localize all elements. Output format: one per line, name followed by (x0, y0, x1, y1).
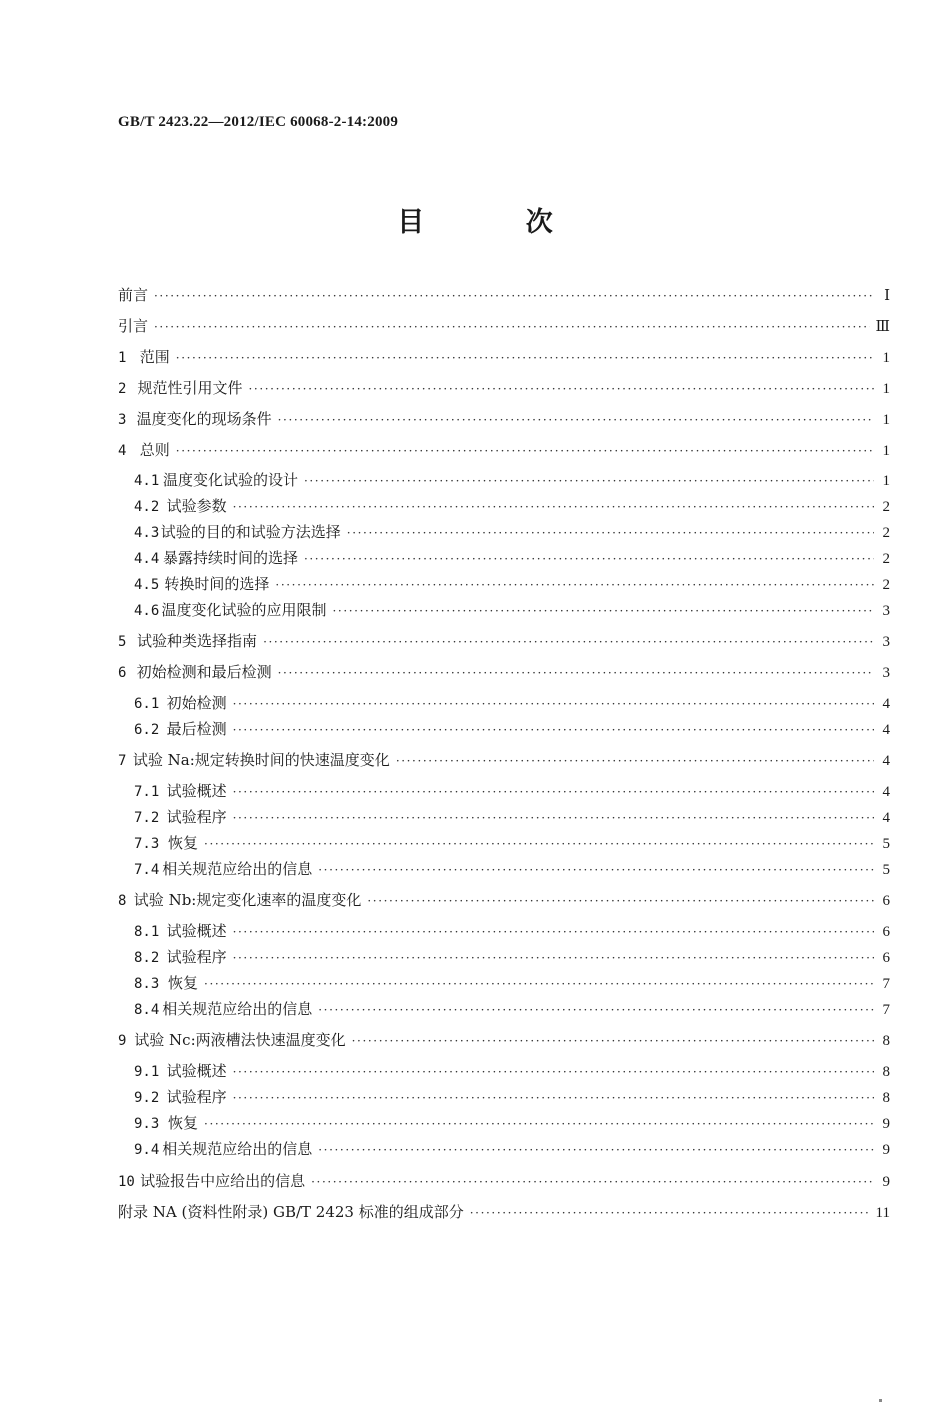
toc-entry-page-number: 4 (882, 753, 890, 769)
toc-entry-page-number: 9 (882, 1116, 890, 1132)
toc-entry-page-number: 7 (882, 1002, 890, 1018)
toc-entry[interactable] (118, 439, 890, 463)
toc-entry-label: 试验 Na:规定转换时间的快速温度变化 (132, 751, 390, 769)
toc-entry-page-number: 2 (882, 577, 890, 593)
toc-entry-label: 相关规范应给出的信息 (162, 860, 313, 878)
toc-entry-label: 试验概述 (166, 922, 227, 940)
toc-entry[interactable] (134, 573, 890, 597)
toc-entry-page-number: 8 (882, 1033, 890, 1049)
toc-entry-page-number: 2 (882, 551, 890, 567)
toc-entry[interactable] (134, 858, 890, 882)
toc-entry[interactable] (118, 315, 890, 339)
toc-entry-page-number: 2 (882, 499, 890, 515)
toc-entry-number: 7.3 (134, 836, 160, 852)
dot-leader (233, 811, 874, 825)
toc-entry-number: 4.4 (134, 551, 160, 567)
toc-entry[interactable] (118, 408, 890, 432)
toc-entry[interactable] (118, 1029, 890, 1053)
toc-entry-label: 引言 (118, 317, 149, 335)
dot-leader (204, 837, 874, 851)
toc-entry[interactable] (118, 630, 890, 654)
dot-leader (204, 1117, 874, 1131)
toc-entry[interactable] (134, 521, 890, 545)
toc-entry-page-number: 3 (882, 665, 890, 681)
toc-entry[interactable] (118, 284, 890, 308)
toc-entry-number: 8.2 (134, 950, 160, 966)
toc-entry-number: 9 (118, 1033, 127, 1049)
dot-leader (304, 552, 874, 566)
toc-entry-label: 相关规范应给出的信息 (162, 1140, 313, 1158)
toc-entry-page-number: Ⅰ (884, 288, 890, 304)
dot-leader (352, 1034, 874, 1048)
toc-entry-label: 温度变化的现场条件 (136, 410, 272, 428)
toc-entry-page-number: 6 (882, 924, 890, 940)
toc-entry[interactable] (118, 1201, 890, 1225)
toc-entry[interactable] (134, 495, 890, 519)
dot-leader (275, 578, 874, 592)
toc-entry-page-number: 1 (882, 350, 890, 366)
toc-entry-number: 8.1 (134, 924, 160, 940)
toc-entry[interactable] (134, 920, 890, 944)
toc-entry[interactable] (134, 972, 890, 996)
toc-entry-page-number: 4 (882, 696, 890, 712)
toc-entry-number: 1 (118, 350, 127, 366)
toc-entry-label: 试验 Nb:规定变化速率的温度变化 (133, 891, 362, 909)
toc-entry-page-number: 6 (882, 950, 890, 966)
toc-entry[interactable] (134, 469, 890, 493)
dot-leader (154, 320, 870, 334)
toc-entry[interactable] (134, 599, 890, 623)
toc-entry-label: 初始检测 (166, 694, 227, 712)
toc-entry-number: 9.3 (134, 1116, 160, 1132)
toc-entry-label: 试验程序 (166, 948, 227, 966)
toc-entry-label: 试验概述 (166, 1062, 227, 1080)
toc-entry-number: 8 (118, 893, 127, 909)
toc-entry-label: 初始检测和最后检测 (136, 663, 272, 681)
toc-entry-number: 4.5 (134, 577, 160, 593)
toc-entry-label: 试验参数 (166, 497, 227, 515)
toc-entry[interactable] (134, 718, 890, 742)
toc-entry-number: 4.1 (134, 473, 160, 489)
toc-entry-page-number: 1 (882, 381, 890, 397)
toc-entry-page-number: 1 (882, 412, 890, 428)
dot-leader (176, 444, 874, 458)
toc-entry-number: 7.4 (134, 862, 160, 878)
toc-entry-page-number: 3 (882, 603, 890, 619)
page-title: 目 次 (397, 207, 599, 238)
toc-entry-page-number: 9 (882, 1142, 890, 1158)
dot-leader (367, 894, 874, 908)
toc-entry[interactable] (134, 1138, 890, 1162)
document-code-header: GB/T 2423.22—2012/IEC 60068-2-14:2009 (118, 114, 399, 130)
dot-leader (233, 500, 874, 514)
toc-entry-label: 温度变化试验的设计 (162, 471, 298, 489)
toc-entry-label: 暴露持续时间的选择 (162, 549, 298, 567)
toc-entry[interactable] (134, 1086, 890, 1110)
toc-entry-number: 4.6 (134, 603, 160, 619)
toc-entry[interactable] (134, 946, 890, 970)
toc-entry-page-number: 5 (882, 836, 890, 852)
toc-entry-label: 附录 NA (资料性附录) GB/T 2423 标准的组成部分 (118, 1203, 464, 1221)
toc-entry-page-number: 11 (875, 1205, 890, 1221)
toc-entry-page-number: 4 (882, 722, 890, 738)
toc-entry-label: 试验种类选择指南 (137, 632, 258, 650)
scan-mark (879, 1399, 882, 1402)
dot-leader (318, 863, 874, 877)
toc-entry[interactable] (134, 780, 890, 804)
dot-leader (249, 382, 874, 396)
toc-entry-label: 试验的目的和试验方法选择 (160, 523, 341, 541)
toc-entry-label: 相关规范应给出的信息 (162, 1000, 313, 1018)
dot-leader (318, 1143, 874, 1157)
toc-entry-page-number: 1 (882, 443, 890, 459)
dot-leader (204, 977, 874, 991)
toc-entry-number: 9.4 (134, 1142, 160, 1158)
toc-entry-page-number: 8 (882, 1064, 890, 1080)
toc-entry-number: 6 (118, 665, 127, 681)
dot-leader (233, 925, 874, 939)
toc-entry[interactable] (134, 1112, 890, 1136)
toc-entry-label: 前言 (118, 286, 149, 304)
toc-entry-page-number: 3 (882, 634, 890, 650)
toc-entry-label: 试验程序 (166, 1088, 227, 1106)
toc-entry[interactable] (118, 889, 890, 913)
dot-leader (304, 474, 874, 488)
toc-entry-number: 4.2 (134, 499, 160, 515)
dot-leader (470, 1206, 870, 1220)
toc-entry-number: 4 (118, 443, 127, 459)
toc-entry-number: 7.2 (134, 810, 160, 826)
dot-leader (318, 1003, 874, 1017)
toc-entry-page-number: 9 (882, 1174, 890, 1190)
toc-entry-number: 8.3 (134, 976, 160, 992)
dot-leader (176, 351, 874, 365)
dot-leader (233, 723, 874, 737)
dot-leader (233, 1065, 874, 1079)
toc-entry[interactable] (134, 998, 890, 1022)
dot-leader (233, 1091, 874, 1105)
dot-leader (233, 785, 874, 799)
toc-entry[interactable] (118, 661, 890, 685)
dot-leader (154, 289, 874, 303)
toc-entry-number: 8.4 (134, 1002, 160, 1018)
toc-entry-number: 6.1 (134, 696, 160, 712)
toc-entry-label: 试验程序 (166, 808, 227, 826)
toc-entry-label: 范围 (139, 348, 170, 366)
toc-entry[interactable] (134, 547, 890, 571)
toc-entry[interactable] (134, 692, 890, 716)
toc-entry-label: 恢复 (168, 834, 199, 852)
toc-entry-page-number: 4 (882, 810, 890, 826)
toc-entry-page-number: 6 (882, 893, 890, 909)
toc-entry-page-number: Ⅲ (875, 319, 890, 335)
toc-entry-label: 恢复 (168, 974, 199, 992)
toc-entry[interactable] (118, 346, 890, 370)
dot-leader (333, 604, 874, 618)
dot-leader (233, 951, 874, 965)
toc-entry[interactable] (118, 1170, 890, 1194)
toc-entry-page-number: 5 (882, 862, 890, 878)
toc-entry-number: 2 (118, 381, 127, 397)
toc-entry[interactable] (118, 749, 890, 773)
toc-entry[interactable] (134, 832, 890, 856)
dot-leader (347, 526, 874, 540)
toc-entry-page-number: 8 (882, 1090, 890, 1106)
toc-entry-label: 温度变化试验的应用限制 (161, 601, 327, 619)
dot-leader (311, 1175, 874, 1189)
dot-leader (278, 413, 874, 427)
toc-entry-label: 恢复 (168, 1114, 199, 1132)
toc-entry[interactable] (118, 377, 890, 401)
dot-leader (278, 666, 874, 680)
toc-entry-label: 转换时间的选择 (164, 575, 270, 593)
toc-entry-label: 总则 (139, 441, 170, 459)
toc-entry-page-number: 1 (882, 473, 890, 489)
toc-entry-label: 试验报告中应给出的信息 (140, 1172, 306, 1190)
dot-leader (233, 697, 874, 711)
toc-entry-number: 10 (118, 1174, 135, 1190)
toc-entry-number: 4.3 (134, 525, 160, 541)
toc-entry-number: 9.2 (134, 1090, 160, 1106)
toc-entry-label: 试验 Nc:两液槽法快速温度变化 (134, 1031, 346, 1049)
toc-entry-number: 3 (118, 412, 127, 428)
toc-entry-page-number: 4 (882, 784, 890, 800)
dot-leader (396, 754, 874, 768)
toc-entry[interactable] (134, 806, 890, 830)
toc-entry[interactable] (134, 1060, 890, 1084)
toc-entry-label: 最后检测 (166, 720, 227, 738)
toc-entry-page-number: 7 (882, 976, 890, 992)
toc-entry-number: 6.2 (134, 722, 160, 738)
toc-entry-page-number: 2 (882, 525, 890, 541)
toc-entry-number: 7 (118, 753, 127, 769)
toc-entry-label: 试验概述 (166, 782, 227, 800)
toc-entry-number: 9.1 (134, 1064, 160, 1080)
toc-entry-label: 规范性引用文件 (137, 379, 243, 397)
toc-entry-number: 5 (118, 634, 127, 650)
toc-entry-number: 7.1 (134, 784, 160, 800)
dot-leader (263, 635, 874, 649)
